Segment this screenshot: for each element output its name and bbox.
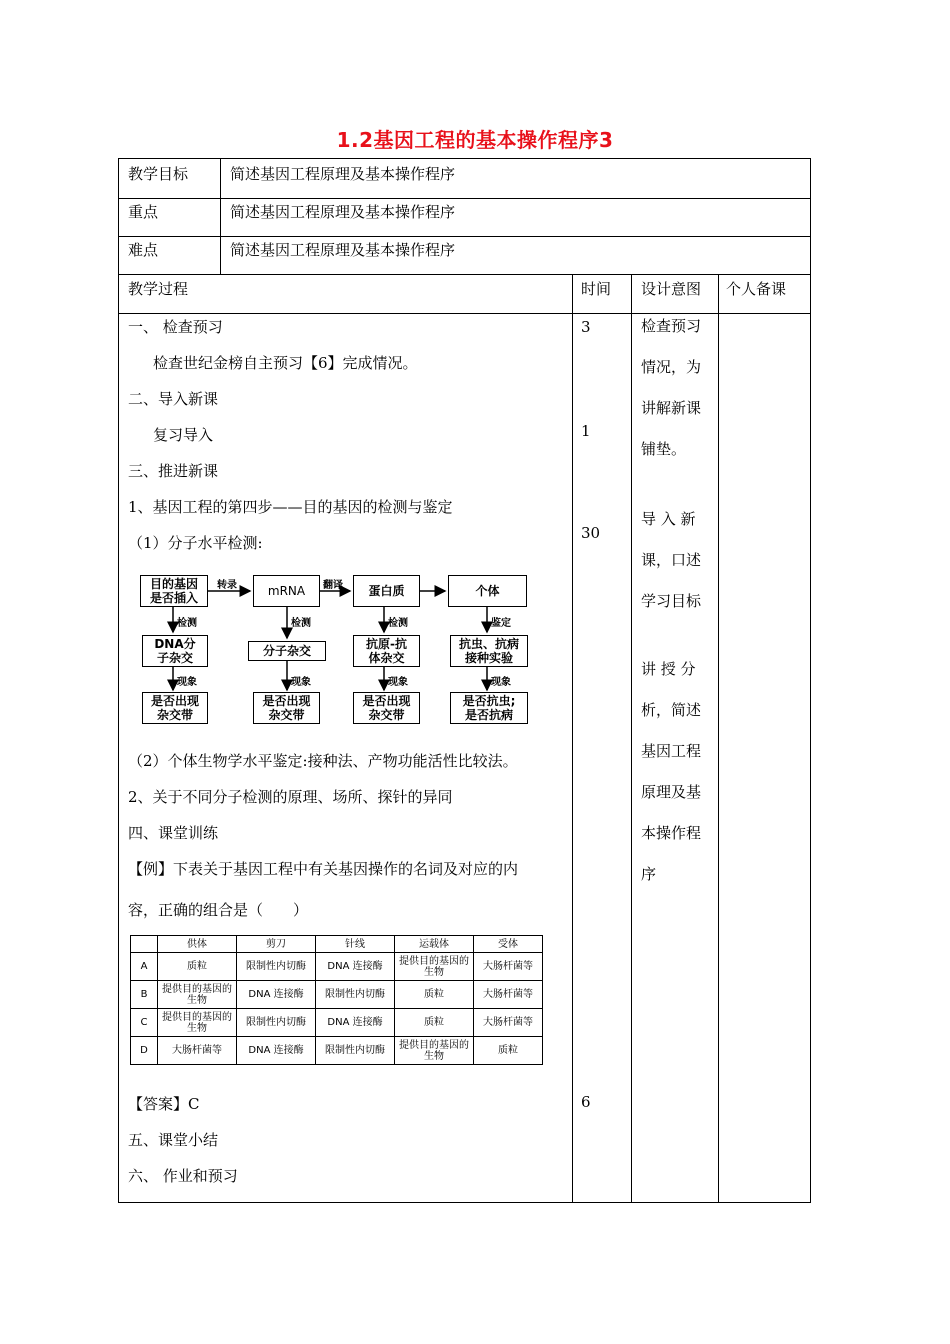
row-value-difficulty: 简述基因工程原理及基本操作程序 [230,241,456,259]
table-cell: DNA 连接酶 [316,953,395,981]
intent-line [641,622,715,649]
table-row [131,1009,543,1037]
design-intent [641,306,715,895]
example-header-cell: 供体 [158,936,237,953]
example-line-2: 容，正确的组合是（ ） [128,901,309,919]
box-individual: 个体 [448,575,527,607]
table-cell: B [131,981,158,1009]
page-title: 1.2基因工程的基本操作程序3 [336,128,614,152]
table-cell: 限制性内切酶 [237,953,316,981]
table-cell: DNA 连接酶 [237,981,316,1009]
row-label-objective: 教学目标 [128,165,189,183]
table-row [131,981,543,1009]
table-cell: DNA 连接酶 [237,1037,316,1065]
box-antigen-antibody: 抗原-抗 体杂交 [353,635,420,667]
table-cell: 质粒 [158,953,237,981]
time-summary: 6 [581,1093,591,1111]
label-phenomenon-3: 现象 [388,677,408,688]
label-detect-1: 检测 [177,618,197,629]
intent-line: 析，简述 [641,701,702,719]
time-intro: 1 [581,422,591,440]
header-notes: 个人备课 [726,280,787,298]
example-header-cell: 运载体 [395,936,474,953]
individual-identification: （2）个体生物学水平鉴定:接种法、产物功能活性比较法。 [128,752,518,770]
header-intent: 设计意图 [641,280,702,298]
intent-line: 基因工程 [641,742,702,760]
box-gene-inserted: 目的基因 是否插入 [140,575,208,607]
answer: 【答案】C [128,1095,200,1113]
table-cell: 提供目的基因的生物 [158,981,237,1009]
label-phenomenon-2: 现象 [291,677,311,688]
label-phenomenon-4: 现象 [491,677,511,688]
label-detect-2: 检测 [291,618,311,629]
example-header-cell: 针线 [316,936,395,953]
table-cell: 限制性内切酶 [316,981,395,1009]
review-detail: 检查世纪金榜自主预习【6】完成情况。 [153,354,418,372]
intent-line: 原理及基 [641,783,702,801]
table-cell: 大肠杆菌等 [474,981,543,1009]
box-protein: 蛋白质 [353,575,420,607]
table-cell: 大肠杆菌等 [474,953,543,981]
intent-line: 导 入 新 [641,510,696,528]
detection-flowchart [140,570,540,730]
label-detect-3: 检测 [388,618,408,629]
table-cell: C [131,1009,158,1037]
table-cell: 提供目的基因的生物 [158,1009,237,1037]
table-cell: 限制性内切酶 [316,1037,395,1065]
example-table [130,935,543,1065]
box-mrna: mRNA [253,575,320,607]
time-review: 3 [581,318,591,336]
row-label-difficulty: 难点 [128,241,159,259]
box-inoculation-test: 抗虫、抗病 接种实验 [450,635,528,667]
label-translation: 翻译 [323,580,343,591]
example-header-cell: 受体 [474,936,543,953]
table-cell: DNA 连接酶 [316,1009,395,1037]
section-homework: 六、 作业和预习 [128,1167,238,1185]
section-practice: 四、课堂训练 [128,824,219,842]
label-phenomenon-1: 现象 [177,677,197,688]
section-new-lesson: 三、推进新课 [128,462,219,480]
table-cell: A [131,953,158,981]
box-dna-hybridization: DNA分 子杂交 [142,635,208,667]
intent-line: 本操作程 [641,824,702,842]
detection-comparison: 2、关于不同分子检测的原理、场所、探针的异同 [128,788,453,806]
intent-line: 序 [641,865,657,883]
step-four: 1、基因工程的第四步——目的基因的检测与鉴定 [128,498,453,516]
intent-line: 检查预习 [641,317,702,335]
molecular-detection: （1）分子水平检测: [128,534,263,552]
header-process: 教学过程 [128,280,189,298]
table-cell: 质粒 [395,1009,474,1037]
table-cell: 提供目的基因的生物 [395,1037,474,1065]
box-result-4: 是否抗虫; 是否抗病 [450,692,528,724]
table-cell: 提供目的基因的生物 [395,953,474,981]
header-time: 时间 [581,280,612,298]
box-result-1: 是否出现 杂交带 [142,692,208,724]
intent-line: 课，口述 [641,551,702,569]
label-transcription: 转录 [217,580,237,591]
table-cell: D [131,1037,158,1065]
box-molecular-hybridization: 分子杂交 [248,641,326,661]
intent-line: 情况，为 [641,358,702,376]
box-result-2: 是否出现 杂交带 [253,692,320,724]
row-value-key-point: 简述基因工程原理及基本操作程序 [230,203,456,221]
example-line-1: 【例】下表关于基因工程中有关基因操作的名词及对应的内 [128,860,519,878]
section-review: 一、 检查预习 [128,318,223,336]
intent-line: 讲 授 分 [641,660,696,678]
table-row [131,953,543,981]
table-row [131,1037,543,1065]
example-header-cell: 剪刀 [237,936,316,953]
intent-line: 学习目标 [641,592,702,610]
intent-line [641,470,715,499]
row-label-key-point: 重点 [128,203,159,221]
box-result-3: 是否出现 杂交带 [353,692,420,724]
row-value-objective: 简述基因工程原理及基本操作程序 [230,165,456,183]
table-cell: 大肠杆菌等 [158,1037,237,1065]
table-cell: 质粒 [474,1037,543,1065]
intent-line: 铺垫。 [641,440,687,458]
section-intro: 二、导入新课 [128,390,219,408]
example-header-cell [131,936,158,953]
intro-detail: 复习导入 [153,426,214,444]
table-cell: 质粒 [395,981,474,1009]
intent-line: 讲解新课 [641,399,702,417]
table-cell: 大肠杆菌等 [474,1009,543,1037]
label-identify: 鉴定 [491,618,511,629]
time-new-lesson: 30 [581,524,601,542]
table-cell: 限制性内切酶 [237,1009,316,1037]
section-summary: 五、课堂小结 [128,1131,219,1149]
